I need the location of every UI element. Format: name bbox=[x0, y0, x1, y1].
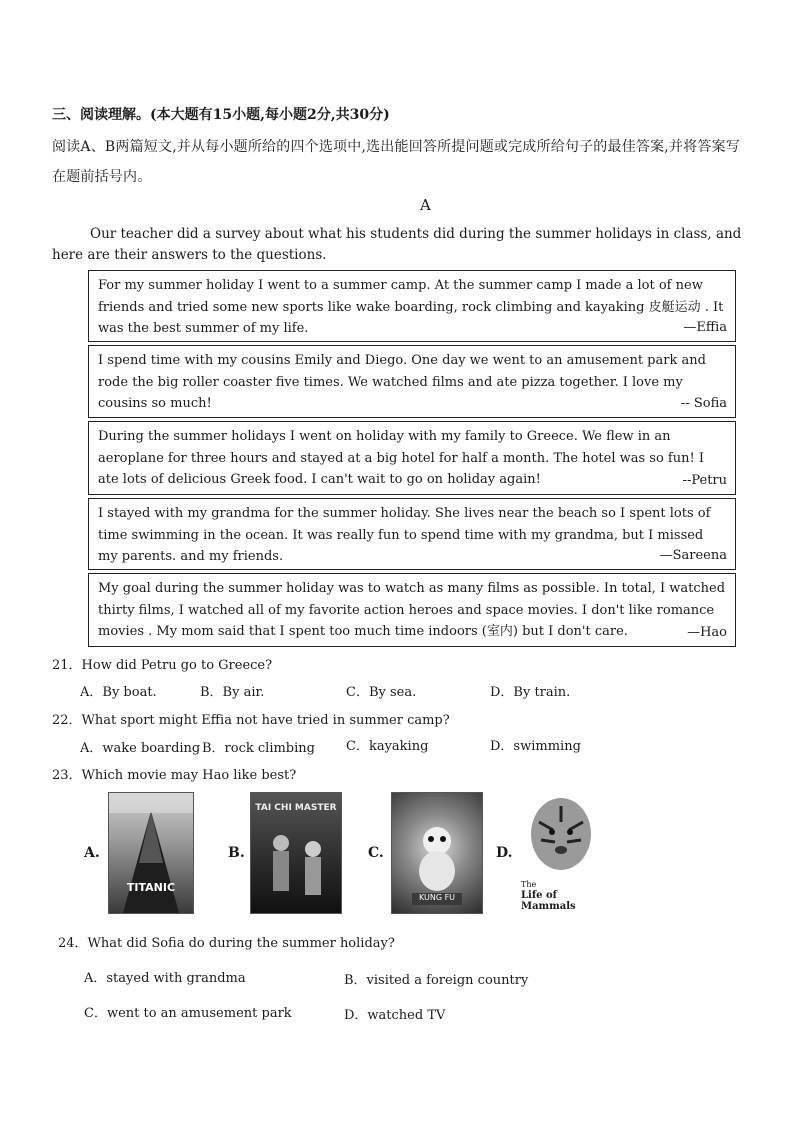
q22-option-c[interactable]: C．kayaking bbox=[346, 739, 429, 754]
answer-text: During the summer holidays I went on holiday with my family to Greece. We flew in an aeroplane for three hours and stayed at a big hotel for half a month. The hotel was so fun! I ate lots of delicious Greek food. I can't wait to go on holiday again! bbox=[98, 429, 704, 487]
answer-box-effia bbox=[88, 270, 736, 342]
poster-title-b: TAI CHI MASTER bbox=[255, 803, 337, 813]
poster-title-d-2: Life of Mammals bbox=[521, 890, 576, 912]
q24-option-b[interactable]: B．visited a foreign country bbox=[344, 973, 529, 988]
q22-option-a[interactable]: A．wake boarding bbox=[80, 741, 201, 756]
answer-box-sofia bbox=[88, 345, 736, 418]
passage-label: A bbox=[420, 196, 431, 214]
answer-author: --Petru bbox=[682, 472, 727, 488]
poster-tai-chi-master[interactable] bbox=[250, 792, 342, 914]
answer-author: —Effia bbox=[683, 319, 727, 335]
q21-option-a[interactable]: A．By boat. bbox=[80, 685, 157, 700]
answer-text: I spend time with my cousins Emily and Diego. One day we went to an amusement park and rode the big roller coaster five times. We watched films and ate pizza together. I love my cousins so much! bbox=[98, 353, 706, 411]
question-24: 24．What did Sofia do during the summer holiday? bbox=[58, 936, 395, 951]
poster-life-of-mammals[interactable] bbox=[519, 792, 603, 912]
instruction-line-1: 阅读A、B两篇短文,并从每小题所给的四个选项中,选出能回答所提问题或完成所给句子的最佳答案,并将答案写 bbox=[52, 139, 740, 155]
q24-option-d[interactable]: D．watched TV bbox=[344, 1008, 446, 1023]
poster-title-a: TITANIC bbox=[126, 881, 176, 894]
answer-box-hao bbox=[88, 573, 736, 647]
answer-text: For my summer holiday I went to a summer camp. At the summer camp I made a lot of new friends and tried some new sports like wake boarding, rock climbing and kayaking 皮艇运动 . It was the best summer of my life. bbox=[98, 278, 724, 336]
answer-box-petru bbox=[88, 421, 736, 495]
q24-option-a[interactable]: A．stayed with grandma bbox=[84, 971, 246, 986]
answer-text: I stayed with my grandma for the summer holiday. She lives near the beach so I spent lots of time swimming in the ocean. It was really fun to spend time with my grandma, but I missed my parents. and my friends. bbox=[98, 506, 711, 564]
instruction-line-2: 在题前括号内。 bbox=[52, 169, 152, 185]
section-title: 三、阅读理解。(本大题有15小题,每小题2分,共30分) bbox=[52, 107, 390, 123]
poster-title-c: KUNG FU bbox=[418, 893, 456, 902]
poster-titanic[interactable] bbox=[108, 792, 194, 914]
q21-option-b[interactable]: B．By air. bbox=[200, 685, 265, 700]
q21-option-d[interactable]: D．By train. bbox=[490, 685, 571, 700]
q21-option-c[interactable]: C．By sea. bbox=[346, 685, 417, 700]
q24-option-c[interactable]: C．went to an amusement park bbox=[84, 1006, 292, 1021]
ship-bow-icon bbox=[109, 793, 193, 913]
q23-option-b[interactable]: B. bbox=[228, 845, 245, 861]
answer-box-sareena bbox=[88, 498, 736, 570]
poster-title-d-1: The bbox=[521, 880, 537, 889]
tiger-icon bbox=[519, 792, 603, 882]
answer-text: My goal during the summer holiday was to watch as many films as possible. In total, I watched thirty films, I watched all of my favorite action heroes and space movies. I don't like romance movies . My mom said that I spent too much time indoors (室内) but I don't care. bbox=[98, 581, 726, 639]
question-23: 23．Which movie may Hao like best? bbox=[52, 768, 297, 783]
answer-author: —Sareena bbox=[659, 547, 727, 563]
q22-option-b[interactable]: B．rock climbing bbox=[202, 741, 315, 756]
q23-option-c[interactable]: C. bbox=[368, 845, 384, 861]
question-22: 22．What sport might Effia not have tried in summer camp? bbox=[52, 713, 450, 728]
passage-intro: Our teacher did a survey about what his students did during the summer holidays in class, and here are their answers to the questions. bbox=[52, 226, 742, 263]
answer-author: -- Sofia bbox=[680, 395, 727, 411]
q23-option-d[interactable]: D. bbox=[496, 845, 513, 861]
poster-kung-fu-panda[interactable] bbox=[391, 792, 483, 914]
question-21: 21．How did Petru go to Greece? bbox=[52, 658, 273, 673]
q23-option-a[interactable]: A. bbox=[84, 845, 100, 861]
answer-author: —Hao bbox=[687, 624, 727, 640]
q22-option-d[interactable]: D．swimming bbox=[490, 739, 581, 754]
